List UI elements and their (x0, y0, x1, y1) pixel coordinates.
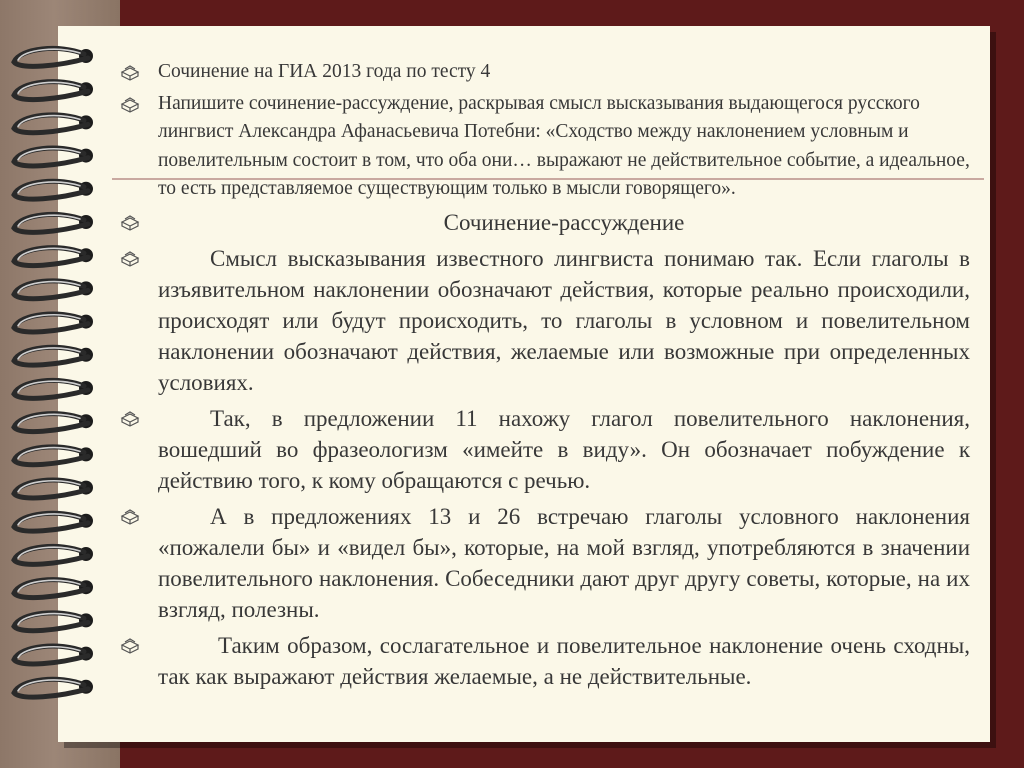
stacked-boxes-icon (120, 250, 140, 268)
essay-heading: Сочинение-рассуждение (443, 209, 685, 235)
stacked-boxes-icon (120, 64, 140, 82)
stacked-boxes-icon (120, 214, 140, 232)
spiral-ring (14, 414, 93, 432)
spiral-binding (0, 0, 120, 768)
spiral-ring (14, 115, 93, 133)
bullet-text: А в предложениях 13 и 26 встречаю глаголы условного наклонения «пожалели бы» и «видел бы», которые, на мой взгляд, употребляются в значении повелительного наклонения. Собеседники дают друг другу советы, которые, на их взгляд, полезны. (158, 503, 970, 622)
spiral-ring (14, 214, 93, 232)
spiral-ring (14, 546, 93, 564)
list-item (120, 58, 970, 87)
spiral-ring (14, 347, 93, 365)
spiral-ring (14, 480, 93, 498)
spiral-ring (14, 580, 93, 598)
spiral-ring (14, 513, 93, 531)
spiral-ring (14, 613, 93, 631)
list-item (120, 501, 970, 625)
stacked-boxes-icon (120, 96, 140, 114)
spiral-ring (14, 447, 93, 465)
slide-content (120, 58, 970, 697)
list-item (120, 243, 970, 398)
spiral-ring (14, 48, 93, 66)
spiral-ring (14, 380, 93, 398)
bullet-text: Напишите сочинение-рассуждение, раскрывая смысл высказывания выдающегося русского лингвист Александра Афанасьевича Потебни: «Сходство между наклонением условным и повелительным состоит в том, что оба они… выражают не действительное событие, а идеальное, то есть представляемое существующим только в мысли говорящего». (158, 92, 970, 199)
list-item (120, 207, 970, 238)
list-item (120, 403, 970, 496)
stacked-boxes-icon (120, 410, 140, 428)
stacked-boxes-icon (120, 508, 140, 526)
bullet-text: Так, в предложении 11 нахожу глагол повелительного наклонения, вошедший во фразеологизм «имейте в виду». Он обозначает побуждение к действию того, к кому обращаются с речью. (158, 405, 970, 493)
spiral-ring (14, 314, 93, 332)
spiral-ring (14, 148, 93, 166)
list-item (120, 630, 970, 692)
bullet-text: Таким образом, сослагательное и повелительное наклонение очень сходны, так как выражают действия желаемые, а не действительные. (158, 632, 970, 689)
spiral-ring (14, 646, 93, 664)
spiral-ring (14, 82, 93, 100)
spiral-ring (14, 679, 93, 697)
spiral-ring (14, 281, 93, 299)
list-item (120, 90, 970, 204)
spiral-ring (14, 181, 93, 199)
bullet-text: Смысл высказывания известного лингвиста понимаю так. Если глаголы в изъявительном наклонении обозначают действия, которые реально происходили, происходят или будут происходить, то глаголы в условном и повелительном наклонении обозначают действия, желаемые или возможные при определенных условиях. (158, 245, 970, 395)
bullet-text: Сочинение на ГИА 2013 года по тесту 4 (158, 61, 491, 82)
spiral-ring (14, 248, 93, 266)
stacked-boxes-icon (120, 637, 140, 655)
